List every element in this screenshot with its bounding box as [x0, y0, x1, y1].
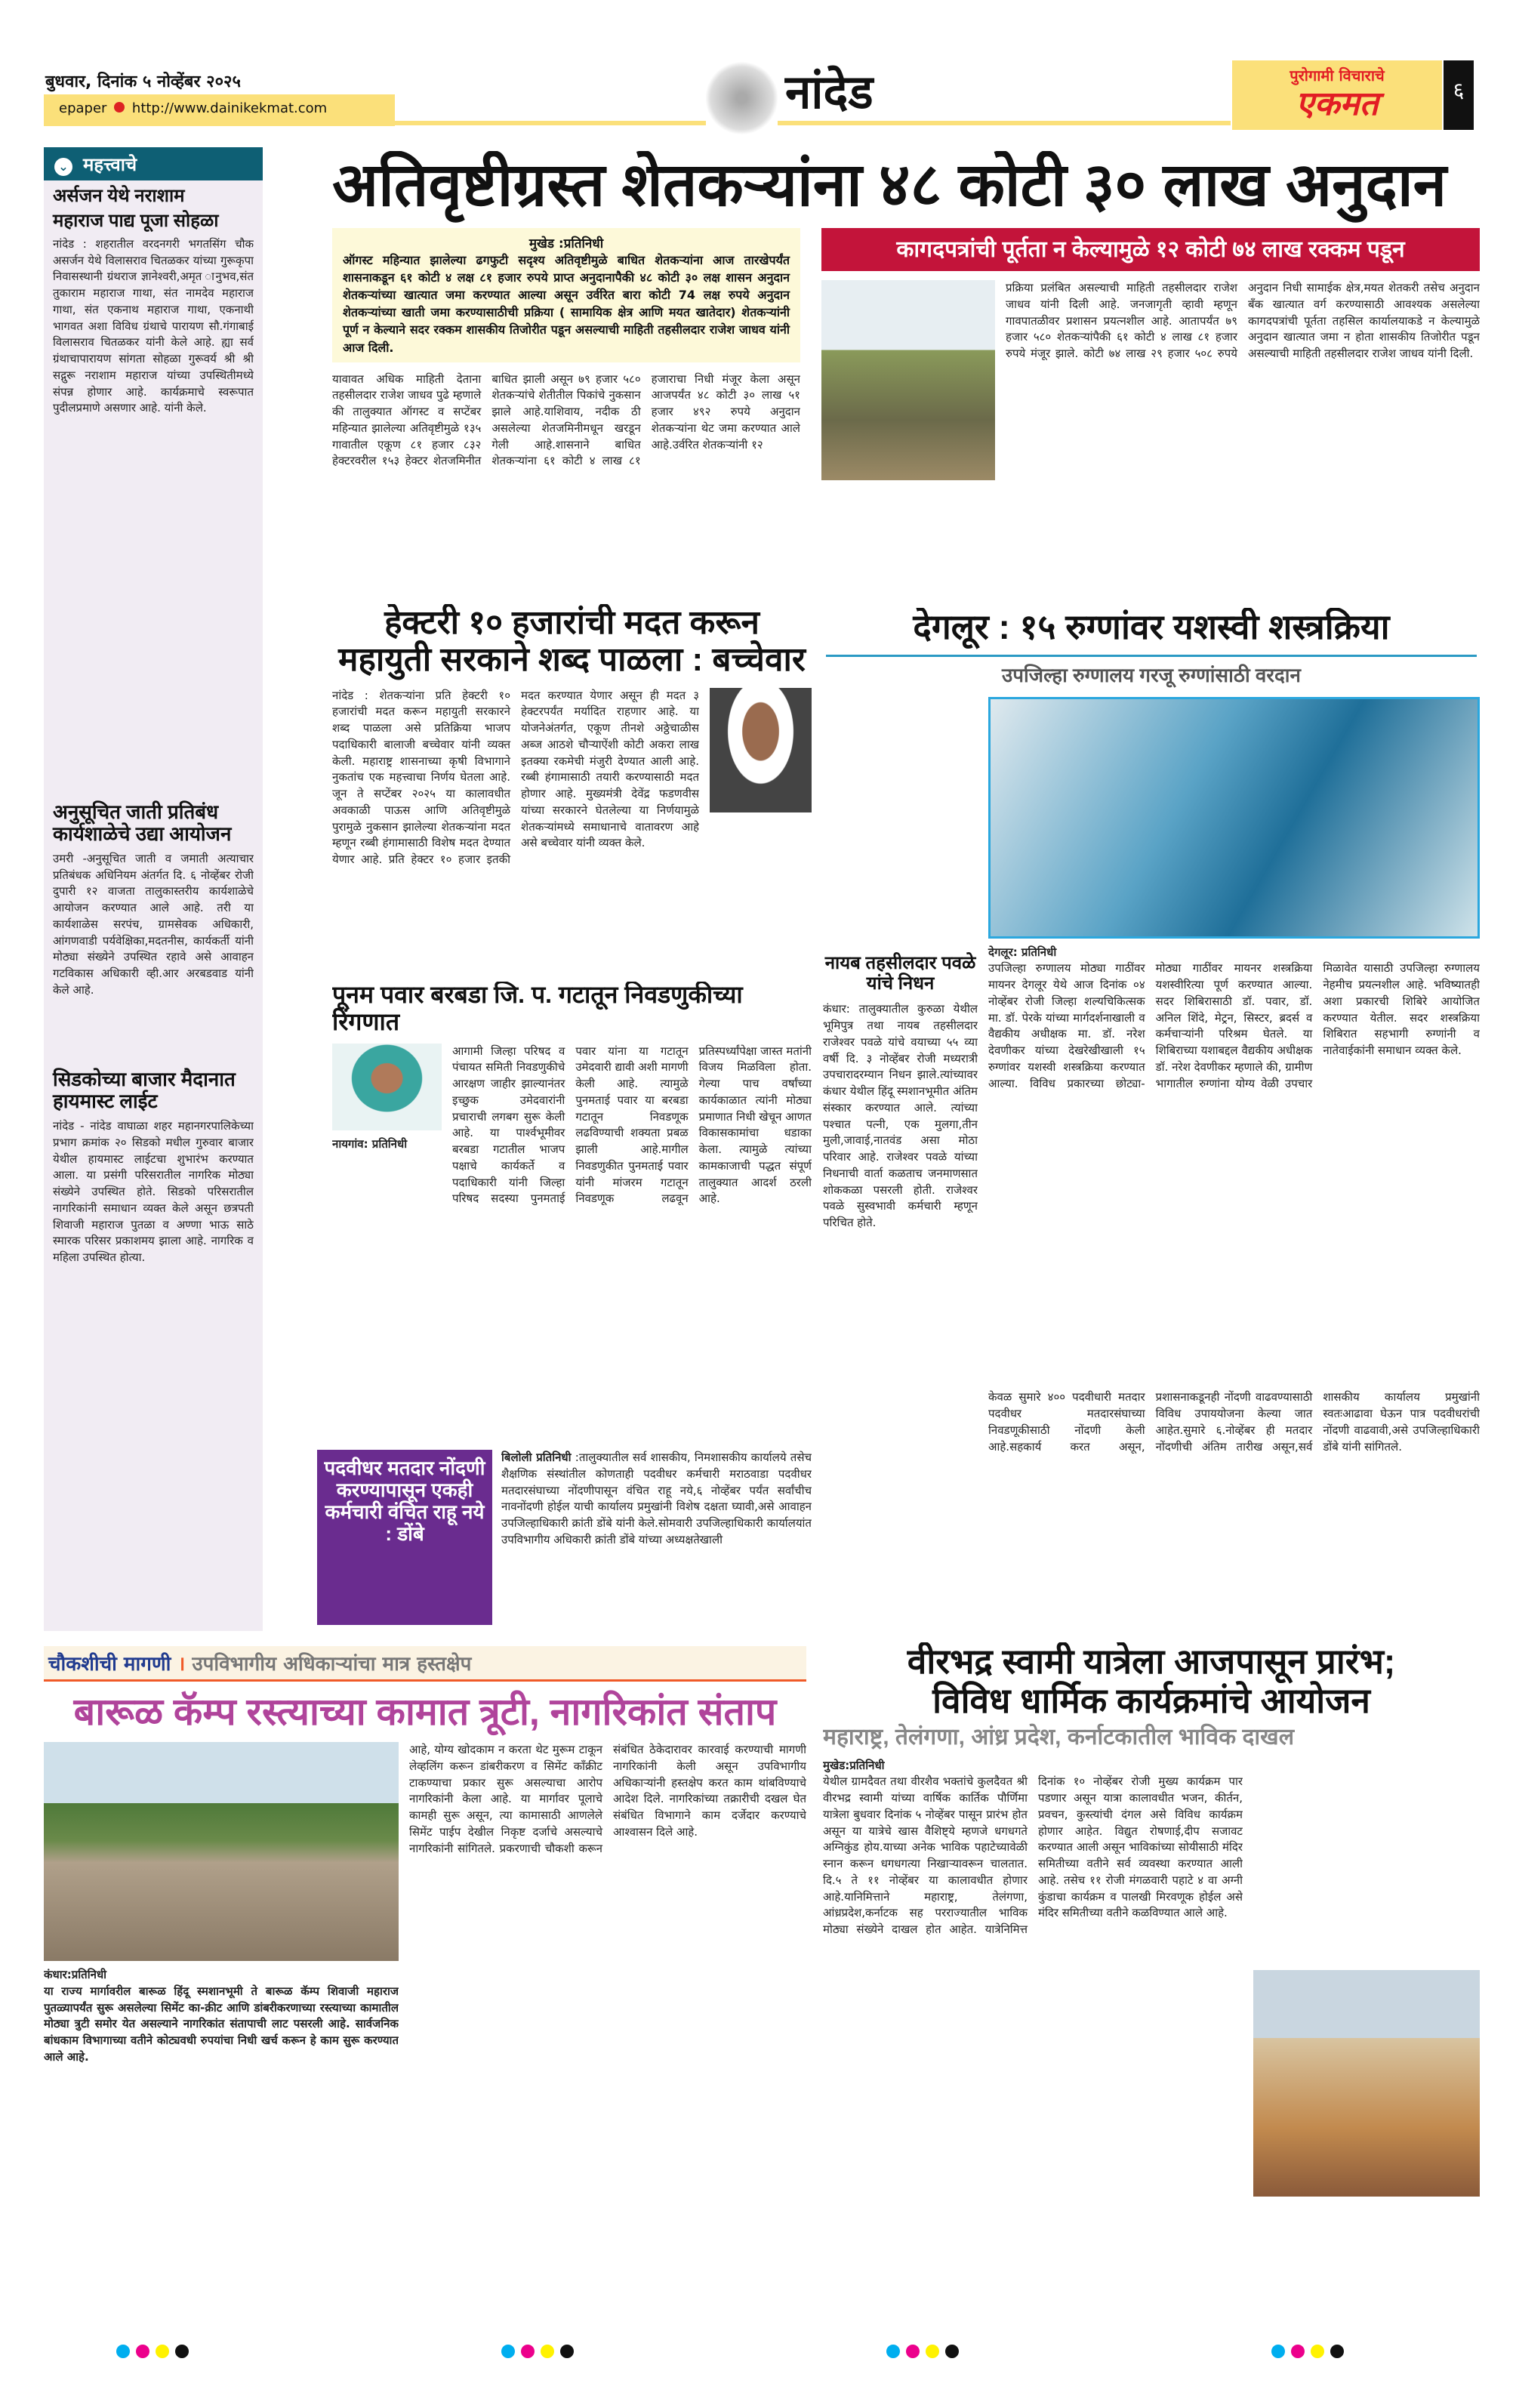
article-body: केवळ सुमारे ४०० पदवीधारी मतदार पदवीधर मतदारसंघाच्या निवडणूकीसाठी नोंदणी केली आहे.सहकार्य करत असून, प्रशासनाकडूनही नोंदणी वाढवण्यासाठी विविध उपाययोजना केल्या जात आहेत.सुमारे ६.नोव्हेंबर ही मतदार नोंदणीची अंतिम तारीख असून,सर्व शासकीय कार्यालय प्रमुखांनी स्वतःआढावा घेऊन पात्र पदवीधरांची नोंदणी वाढवावी,असे उपजिल्हाधिकारी डोंबे यांनी सांगितले.	[988, 1390, 1480, 1454]
paper-name: एकमत	[1296, 85, 1379, 122]
article-body: आगामी जिल्हा परिषद व पंचायत समिती निवडणुकीचे आरक्षण जाहीर झाल्यानंतर इच्छुक उमेदवारांनी प्रचाराची लगबग सुरू केली आहे. या पार्श्वभूमीवर बरबडा गटातील भाजप पक्षाचे कार्यकर्ते व पदाधिकारी यांनी जिल्हा परिषद सदस्या पुनमताई पवार यांना या गटातून उमेदवारी द्यावी अशी मागणी केली आहे. त्यामुळे पुनमताई पवार या बरबडा गटातून निवडणूक लढविण्याची शक्यता प्रबळ झाली आहे.मागील निवडणुकीत पुनमताई पवार यांनी मांजरम गटातून निवडणूक लढवून प्रतिस्पर्ध्यांपेक्षा जास्त मतांनी विजय मिळविला होता. गेल्या पाच वर्षांच्या कार्यकाळात त्यांनी मोठ्या प्रमाणात निधी खेचून आणत विकासकामांचा धडाका केला. त्यामुळे त्यांच्या कामकाजाची पद्धत संपूर्ण तालुक्यात आदर्श ठरली आहे.	[452, 1044, 812, 1206]
section-title: नांदेड	[785, 66, 874, 119]
dateline: नायगांव: प्रतिनिधी	[332, 1136, 408, 1151]
lead-intro: ऑगस्ट महिन्यात झालेल्या ढगफुटी सदृश्य अतिवृष्टीमुळे बाधित शेतकऱ्यांना आज तारखेपर्यंत शासनाकडून ६१ कोटी ४ लक्ष ८१ हजार रुपये प्राप्त अनुदानापैकी ४८ कोटी ३० लक्ष शासन अनुदान शेतकऱ्यांच्या खात्यात जमा करण्यात आल्या असून उर्वरित बारा कोटी 74 लक्ष रुपये अनुदान शेतकऱ्यांच्या खाती जमा करण्यासाठीची प्रक्रिया ( सामायिक क्षेत्र आणि मयत खातेदार) शेतकऱ्यांनी पूर्ण न केल्याने सदर रक्कम शासकीय तिजोरीत पडून असल्याची माहिती तहसीलदार राजेश जाधव यांनी आज दिली.	[343, 252, 790, 355]
search-icon	[114, 102, 125, 113]
lead-intro-box	[332, 228, 800, 362]
tagline: पुरोगामी विचाराचे	[1290, 66, 1385, 85]
temple-photo	[1253, 1970, 1480, 2197]
lead-headline: अतिवृष्टीग्रस्त शेतकऱ्यांना ४८ कोटी ३० लाख अनुदान	[332, 151, 1447, 218]
headline: वीरभद्र स्वामी यात्रेला आजपासून प्रारंभ;	[907, 1642, 1396, 1681]
barul-story	[44, 1646, 806, 2311]
masthead	[0, 0, 1516, 136]
article-body: नांदेड : शहरातील वरदनगरी भगतसिंग चौक असर्जन येथे विलासराव चितळकर यांच्या गुरूकृपा निवासस्थानी ग्रंथराज ज्ञानेश्वरी,अमृत ानुभव,संत तुकाराम महाराज गाथा, संत नामदेव महाराज गाथा, संत एकनाथ महाराज गाथा, एकनाथी भागवत अशा विविध ग्रंथाचे पारायण सौ.गंगाबाई विलासराव चितळकर यांनी केले आहे. ह्या सर्व ग्रंथाचापारायण सांगता सोहळा गुरूवर्य श्री श्री सद्गुरू नराशाम महाराज यांच्या उपस्थितीमध्ये संपन्न होणार आहे. कार्यक्रमाचे स्वरूपात पुदीलप्रमाणे असणार आहे. यांनी केले.	[53, 236, 254, 415]
registration-marks	[883, 2345, 962, 2361]
article-body: प्रक्रिया प्रलंबित असल्याची माहिती तहसीलदार राजेश जाधव यांनी दिली आहे. जनजागृती व्हावी म्हणून गावपातळीवर प्रशासन प्रयत्नशील आहे. आतापर्यंत ७९ हजार ५८० शेतकऱ्यांपैकी ६१ कोटी ४ लाख ८१ हजार रुपये मंजूर झाले. कोटी ७४ लाख २९ हजार ५०८ रुपये अनुदान निधी सामाईक क्षेत्र,मयत शेतकरी तसेच अनुदान बँक खात्यात वर्ग करण्यासाठी आवश्यक असलेल्या कागदपत्रांची पूर्तता तहसिल कार्यालयाकडे न केल्यामुळे अनुदान खात्यात जमा न होता शासकीय तिजोरीत पडून असल्याची माहिती तहसीलदार राजेश जाधव यांनी दिली.	[1006, 281, 1480, 361]
headline: अनुसूचित जाती प्रतिबंध कार्यशाळेचे उद्या आयोजन	[53, 800, 232, 845]
dateline: देगलूर: प्रतिनिधी	[988, 945, 1057, 959]
bachchewar-photo	[710, 688, 812, 812]
poonam-story	[332, 982, 812, 1442]
subheadline: महाराष्ट्र, तेलंगणा, आंध्र प्रदेश, कर्नाटकातील भाविक दाखल	[823, 1725, 1295, 1750]
hectare-story	[332, 604, 812, 963]
kicker-strip: चौकशीची मागणी । उपविभागीय अधिकाऱ्यांचा मात्र हस्तक्षेप	[44, 1646, 806, 1682]
banner-headline: कागदपत्रांची पूर्तता न केल्यामुळे १२ कोटी ७४ लाख रक्कम पडून	[821, 228, 1480, 272]
veerbhadra-story	[823, 1642, 1480, 2311]
article-body: उपजिल्हा रुग्णालय मोठ्या गाठींवर मायनर देगलूर येथे आज दिनांक ०४ नोव्हेंबर रोजी जिल्हा शल्यचिकित्सक मा. डॉ. पेरके यांच्या मार्गदर्शनाखाली व वैद्यकीय अधीक्षक मा. डॉ. नरेश देवणीकर यांच्या देखरेखीखाली १५ रुग्णांवर यशस्वी शस्त्रक्रिया करण्यात आल्या. विविध प्रकारच्या छोट्या-मोठ्या गाठींवर मायनर शस्त्रक्रिया यशस्वीरित्या पूर्ण करण्यात आल्या. सदर शिबिरासाठी डॉ. पवार, डॉ. अनिल शिंदे, मेट्रन, सिस्टर, ब्रदर्स व कर्मचाऱ्यांनी परिश्रम घेतले. या शिबिराच्या यशाबद्दल वैद्यकीय अधीक्षक डॉ. नरेश देवणीकर म्हणाले की, ग्रामीण भागातील रुग्णांना योग्य वेळी उपचार मिळावेत यासाठी उपजिल्हा रुग्णालय नेहमीच प्रयत्नशील आहे. भविष्यातही अशा प्रकारची शिबिरे आयोजित करण्यात येतील. सदर शस्त्रक्रिया शिबिरात सहभागी रुग्णांनी व नातेवाईकांनी समाधान व्यक्त केले.	[988, 961, 1480, 1090]
epaper-label: epaper	[59, 100, 107, 116]
article-body: उमरी -अनुसूचित जाती व जमाती अत्याचार प्रतिबंधक अधिनियम अंतर्गत दि. ६ नोव्हेंबर रोजी दुपारी १२ वाजता तालुकास्तरीय कार्यशाळेचे आयोजन करण्यात आले आहे. तरी या कार्यशाळेस सरपंच, ग्रामसेवक अधिकारी, आंगणवाडी पर्यवेक्षिका,मदतनीस, कार्यकर्ती यांनी मोठ्या संख्येने उपस्थित रहावे असे आवाहन गटविकास अधिकारी व्ही.आर अरबडवाड यांनी केले आहे.	[53, 851, 254, 997]
nanded-map-logo	[706, 60, 778, 136]
article-body: नांदेड - नांदेड वाघाळा शहर महानगरपालिकेच्या प्रभाग क्रमांक २० सिडको मधील गुरुवार बाजार येथील हायमास्ट लाईटचा शुभारंभ करण्यात आला. या प्रसंगी परिसरातील नागरिक मोठ्या संख्येने उपस्थित होते. सिडको परिसरातील नागरिकांनी समाधान व्यक्त केले असून छत्रपती शिवाजी महाराज पुतळा व अण्णा भाऊ साठे स्मारक परिसर प्रकाशमय झाला आहे. नागरिक व महिला उपस्थित होत्या.	[53, 1119, 254, 1265]
article-body: येथील ग्रामदैवत तथा वीरशैव भक्तांचे कुलदैवत श्री वीरभद्र स्वामी यांच्या वार्षिक कार्तिक पौर्णिमा यात्रेला बुधवार दिनांक ५ नोव्हेंबर पासून प्रारंभ होत असून या यात्रेचे खास वैशिष्ट्ये म्हणजे धगधगते अग्निकुंड होय.याच्या अनेक भाविक पहाटेच्यावेळी स्नान करून धगधगत्या निखाऱ्यावरून चालतात. दि.५ ते ११ नोव्हेंबर या कालावधीत होणार आहे.यानिमित्ताने महाराष्ट्र, तेलंगणा, आंध्रप्रदेश,कर्नाटक सह परराज्यातील भाविक मोठ्या संख्येने दाखल होत आहेत. यात्रेनिमित्त दिनांक १० नोव्हेंबर रोजी मुख्य कार्यक्रम पार पडणार असून यात्रा कालावधीत भजन, कीर्तन, प्रवचन, कुस्त्यांची दंगल असे विविध कार्यक्रम होणार आहेत. विद्युत रोषणाई,दीप सजावट करण्यात आली असून भाविकांच्या सोयीसाठी मंदिर समितीच्या वतीने सर्व व्यवस्था करण्यात आली आहे. तसेच ११ रोजी मंगळवारी पहाटे ४ वा अग्नी कुंडाचा कार्यक्रम व पालखी मिरवणूक होईल असे मंदिर समितीच्या वतीने कळविण्यात आले आहे.	[823, 1774, 1243, 1937]
epaper-link[interactable]: http://www.dainikekmat.com	[131, 100, 328, 116]
dateline: मुखेड:प्रतिनिधी	[823, 1758, 885, 1772]
headline: हेक्टरी १० हजारांची मदत करून	[384, 604, 760, 641]
headline: महायुती सरकाने शब्द पाळला : बच्चेवार	[338, 641, 806, 679]
headline: सिडकोच्या बाजार मैदानात हायमास्ट लाईट	[53, 1067, 236, 1113]
lead-paragraph: या राज्य मार्गावरील बारूळ हिंदू स्मशानभूमी ते बारूळ कॅम्प शिवाजी महाराज पुतळ्यापर्यंत सुरू असलेल्या सिमेंट का-क्रीट आणि डांबरीकरणाच्या रस्त्याच्या कामातील मोठ्या त्रुटी समोर येत असल्याने नागरिकांत संतापाची लाट पसरली आहे. सार्वजनिक बांधकाम विभागाच्या वतीने कोट्यवधी रुपयांचा निधी खर्च करून हे काम सुरू करण्यात आले आहे.	[44, 1984, 399, 2064]
dateline: मुखेड :प्रतिनिधी	[528, 236, 604, 251]
dateline: बिलोली प्रतिनिधी	[501, 1451, 572, 1464]
surgery-photo	[988, 697, 1480, 939]
paper-logo-box	[1232, 60, 1442, 130]
headline: महाराज पाद्य पूजा सोहळा	[53, 210, 219, 231]
chevron-down-icon: ⌄	[54, 158, 72, 176]
epaper-bar	[44, 94, 395, 126]
article-body: नांदेड : शेतकऱ्यांना प्रति हेक्टरी १० हजारांची मदत करून महायुती सरकारने शब्द पाळला असे प्रतिक्रिया भाजप पदाधिकारी बालाजी बच्चेवार यांनी व्यक्त केली. महाराष्ट्र शासनाच्या कृषी विभागाने नुकतांच एक महत्त्वाचा निर्णय घेतला आहे. जून ते सप्टेंबर २०२५ या कालावधीत अवकाळी पाऊस आणि अतिवृष्टीमुळे पुरामुळे नुकसान झालेल्या शेतकऱ्यांना मदत म्हणून रब्बी हंगामासाठी विशेष मदत देण्यात येणार आहे. प्रति हेक्टर १० हजार इतकी मदत करण्यात येणार असून ही मदत ३ हेक्टरपर्यंत मर्यादित राहणार आहे. या योजनेअंतर्गत, एकूण तीनशे अठ्ठेचाळीस अब्ज आठशे चौऱ्याऐंशी कोटी अकरा लाख इतक्या रकमेची मंजुरी देण्यात आली आहे. रब्बी हंगामासाठी तयारी करण्यासाठी मदत होणार आहे. मुख्यमंत्री देवेंद्र फडणवीस यांच्या सरकारने घेतलेल्या या निर्णयामुळे शेतकऱ्यांमध्ये समाधानाचे वातावरण आहे असे बच्चेवार यांनी व्यक्त केले.	[332, 688, 699, 867]
registration-marks	[498, 2345, 577, 2361]
issue-date: बुधवार, दिनांक ५ नोव्हेंबर २०२५	[45, 72, 241, 91]
sidebar-header: ⌄ महत्त्वाचे	[44, 147, 263, 180]
registration-marks	[113, 2345, 192, 2361]
graduate-highlight-box: पदवीधर मतदार नोंदणी करण्यापासून एकही कर्मचारी वंचित राहू नये : डोंबे	[317, 1450, 492, 1625]
headline: नायब तहसीलदार पवळे यांचे निधन	[824, 952, 976, 994]
headline: पूनम पवार बरबडा जि. प. गटातून निवडणुकीच्या रिंगणात	[332, 982, 743, 1035]
article-body: यावावत अधिक माहिती देताना तहसीलदार राजेश जाधव पुढे म्हणाले की तालुक्यात ऑगस्ट व सप्टेंबर महिन्यात झालेल्या अतिवृष्टीमुळे १३५ गावातील एकूण ८१ हजार ८३२ हेक्टरवरील १५३ हेक्टर शेतजमिनीत बाधित झाली असून ७९ हजार ५८० शेतकऱ्यांचे शेतीतील पिकांचे नुकसान झाले आहे.याशिवाय, नदीक ठी असलेल्या शेतजमिनीमधून खरडून गेली आहे.शासनाने बाधित शेतकऱ्यांना ६१ कोटी ४ लाख ८१ हजाराचा निधी मंजूर केला असून आजपर्यंत ४८ कोटी ३० लाख ५१ हजार ४९२ रुपये अनुदान शेतकऱ्यांना थेट जमा करण्यात आले आहे.उर्वरित शेतकऱ्यांनी १२	[332, 372, 800, 468]
registration-marks	[1268, 2345, 1347, 2361]
naib-story	[823, 697, 978, 1627]
headline: बारूळ कॅम्प रस्त्याच्या कामात त्रूटी, नागरिकांत संताप	[73, 1691, 777, 1733]
article-body: :तालुक्यातील सर्व शासकीय, निमशासकीय कार्यालये तसेच शैक्षणिक संस्थांतील कोणताही पदवीधर कर्मचारी मराठवाडा पदवीधर मतदारसंघाच्या नोंदणीपासून वंचित राहू नये,६ नोव्हेंबर पर्यंत सर्वांचीच नावनोंदणी होईल याची कार्यालय प्रमुखांनी विशेष दक्षता घ्यावी,असे आवाहन उपजिल्हाधिकारी क्रांती डोंबे यांनी केले.सोमवारी उपजिल्हाधिकारी कार्यालयांत उपविभागीय अधिकारी क्रांती डोंबे यांच्या अध्यक्षतेखाली	[501, 1451, 812, 1546]
subheadline: उपजिल्हा रुग्णालय गरजू रुग्णांसाठी वरदान	[1002, 663, 1301, 686]
page-number: ६	[1444, 60, 1474, 130]
headline: अर्सजन येथे नराशाम	[53, 186, 185, 206]
dateline: कंधार:प्रतिनिधी	[44, 1968, 107, 1981]
graduate-story	[317, 1450, 812, 1625]
poonam-pawar-photo	[332, 1044, 442, 1130]
article-body: आहे, योग्य खोदकाम न करता थेट मुरूम टाकून लेव्हलिंग करून डांबरीकरण व सिमेंट काँक्रीट टाकण्याचा प्रकार सुरू असल्याचा आरोप नागरिकांनी केला आहे. या मार्गावर पूलाचे कामही सुरू असून, त्या कामासाठी आणलेले सिमेंट पाईप देखील निकृष्ट दर्जाचे असल्याचे नागरिकांनी सांगितले. प्रकरणाची चौकशी करून संबंधित ठेकेदारावर कारवाई करण्याची मागणी नागरिकांनी केली असून उपविभागीय अधिकाऱ्यांनी हस्तक्षेप करत काम थांबविण्याचे आदेश दिले. नागरिकांच्या तक्रारीची दखल घेत संबंधित विभागाने काम दर्जेदार करण्याचे आश्वासन दिले आहे.	[409, 1743, 806, 1855]
lead-story	[332, 151, 1480, 600]
sidebar-important	[44, 147, 263, 1631]
article-body: कंधार: तालुक्यातील कुरुळा येथील भूमिपुत्र तथा नायब तहसीलदार राजेश्वर पवळे यांचे वयाच्या ५५ व्या वर्षी दि. ३ नोव्हेंबर रोजी मध्यरात्री उपचारादरम्यान निधन झाले.त्यांच्यावर कंधार येथील हिंदू स्मशानभूमीत अंतिम संस्कार करण्यात आले. त्यांच्या पश्चात पत्नी, एक मुलगा,तीन मुली,जावाई,नातवंड असा मोठा परिवार आहे. राजेश्वर पवळे यांच्या निधनाची वार्ता कळताच जनमाणसात शोककळा पसरली होती. राजेश्वर पवळे सुस्वभावी कर्मचारी म्हणून परिचित होते.	[823, 1002, 978, 1230]
headline: विविध धार्मिक कार्यक्रमांचे आयोजन	[932, 1680, 1370, 1720]
headline: देगलूर : १५ रुग्णांवर यशस्वी शस्त्रक्रिया	[913, 608, 1390, 646]
deglur-story	[823, 608, 1480, 1627]
road-photo	[44, 1742, 399, 1961]
farm-photo	[821, 280, 995, 480]
